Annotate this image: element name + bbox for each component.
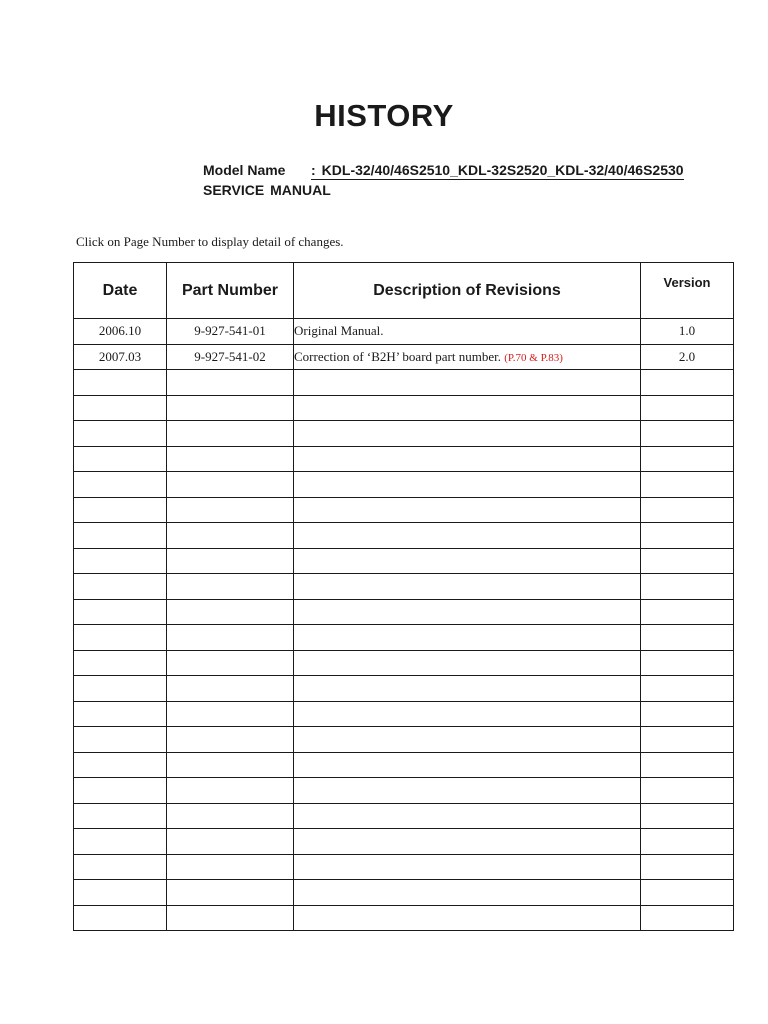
- row-date: [74, 548, 167, 574]
- table-row-empty: [74, 497, 734, 523]
- model-name-label: Model Name: [203, 162, 286, 178]
- row-date: [74, 701, 167, 727]
- row-date: 2006.10: [74, 319, 167, 345]
- row-version: [641, 854, 734, 880]
- row-description: [294, 497, 641, 523]
- model-name-value: KDL-32/40/46S2510_KDL-32S2520_KDL-32/40/46S2530: [321, 162, 684, 178]
- row-date: [74, 599, 167, 625]
- row-part-number: [167, 650, 294, 676]
- table-row: [74, 319, 734, 345]
- table-row-empty: [74, 727, 734, 753]
- row-date: [74, 854, 167, 880]
- row-description: [294, 905, 641, 931]
- row-part-number: [167, 599, 294, 625]
- row-version: [641, 752, 734, 778]
- row-version: [641, 395, 734, 421]
- row-description: [294, 829, 641, 855]
- row-description: [294, 880, 641, 906]
- table-row-empty: [74, 650, 734, 676]
- row-date: [74, 523, 167, 549]
- row-version: [641, 370, 734, 396]
- row-description-text: Correction of ‘B2H’ board part number.: [294, 348, 501, 364]
- row-date: [74, 395, 167, 421]
- table-row-empty: [74, 446, 734, 472]
- row-description: [294, 676, 641, 702]
- row-description: [294, 395, 641, 421]
- row-part-number: [167, 548, 294, 574]
- model-info: [203, 162, 684, 198]
- row-version: [641, 778, 734, 804]
- row-date: [74, 676, 167, 702]
- row-date: [74, 370, 167, 396]
- row-version: [641, 574, 734, 600]
- row-part-number: [167, 727, 294, 753]
- page-title: HISTORY: [314, 98, 454, 133]
- row-part-number: [167, 625, 294, 651]
- row-version: [641, 523, 734, 549]
- row-part-number: [167, 778, 294, 804]
- row-description: [294, 548, 641, 574]
- row-version: [641, 472, 734, 498]
- row-version: [641, 446, 734, 472]
- row-description: [294, 574, 641, 600]
- model-name-colon: :: [311, 162, 316, 178]
- row-description: [294, 727, 641, 753]
- row-description: [294, 650, 641, 676]
- table-row-empty: [74, 880, 734, 906]
- row-version: [641, 880, 734, 906]
- row-date: [74, 497, 167, 523]
- row-part-number: [167, 854, 294, 880]
- header-date: Date: [74, 263, 167, 319]
- table-row-empty: [74, 854, 734, 880]
- header-description: Description of Revisions: [294, 263, 641, 319]
- row-version: [641, 650, 734, 676]
- row-part-number: 9-927-541-02: [167, 344, 294, 370]
- row-date: [74, 880, 167, 906]
- row-part-number: [167, 803, 294, 829]
- header-part-number: Part Number: [167, 263, 294, 319]
- row-part-number: [167, 880, 294, 906]
- row-date: 2007.03: [74, 344, 167, 370]
- row-part-number: [167, 472, 294, 498]
- table-row-empty: [74, 599, 734, 625]
- row-description-text: Original Manual.: [294, 323, 384, 339]
- model-name-line: [203, 162, 684, 180]
- row-version: [641, 625, 734, 651]
- row-description: [294, 523, 641, 549]
- row-description: [294, 803, 641, 829]
- page-ref-link[interactable]: (P.70 & P.83): [504, 351, 563, 364]
- row-part-number: [167, 497, 294, 523]
- row-version: [641, 599, 734, 625]
- row-description: [294, 778, 641, 804]
- row-date: [74, 574, 167, 600]
- row-date: [74, 650, 167, 676]
- row-version: [641, 905, 734, 931]
- row-description: [294, 854, 641, 880]
- row-version: 1.0: [641, 319, 734, 345]
- row-version: [641, 421, 734, 447]
- header-version: Version: [641, 263, 734, 319]
- row-date: [74, 905, 167, 931]
- table-row-empty: [74, 395, 734, 421]
- table-row: [74, 344, 734, 370]
- row-description: [294, 472, 641, 498]
- table-row-empty: [74, 523, 734, 549]
- row-part-number: [167, 829, 294, 855]
- table-row-empty: [74, 829, 734, 855]
- row-version: [641, 676, 734, 702]
- table-row-empty: [74, 778, 734, 804]
- row-version: [641, 803, 734, 829]
- row-part-number: 9-927-541-01: [167, 319, 294, 345]
- row-date: [74, 625, 167, 651]
- table-row-empty: [74, 905, 734, 931]
- row-part-number: [167, 370, 294, 396]
- row-part-number: [167, 752, 294, 778]
- row-date: [74, 778, 167, 804]
- header-row: [74, 263, 734, 319]
- row-date: [74, 421, 167, 447]
- row-part-number: [167, 523, 294, 549]
- table-row-empty: [74, 421, 734, 447]
- instruction-text: Click on Page Number to display detail of changes.: [76, 234, 344, 249]
- row-part-number: [167, 395, 294, 421]
- table-row-empty: [74, 625, 734, 651]
- row-description: [294, 625, 641, 651]
- row-version: [641, 727, 734, 753]
- table-row-empty: [74, 548, 734, 574]
- row-part-number: [167, 421, 294, 447]
- row-version: 2.0: [641, 344, 734, 370]
- row-part-number: [167, 905, 294, 931]
- row-date: [74, 752, 167, 778]
- history-table-body: [74, 319, 734, 931]
- manual-type: SERVICE MANUAL: [203, 182, 331, 198]
- history-table: [73, 262, 734, 931]
- table-row-empty: [74, 701, 734, 727]
- row-date: [74, 727, 167, 753]
- row-part-number: [167, 446, 294, 472]
- row-description: [294, 370, 641, 396]
- row-description: [294, 446, 641, 472]
- row-date: [74, 803, 167, 829]
- row-part-number: [167, 676, 294, 702]
- row-part-number: [167, 574, 294, 600]
- row-description: [294, 421, 641, 447]
- row-date: [74, 829, 167, 855]
- row-description: [294, 752, 641, 778]
- row-description: [294, 599, 641, 625]
- row-part-number: [167, 701, 294, 727]
- row-date: [74, 446, 167, 472]
- table-row-empty: [74, 803, 734, 829]
- row-version: [641, 548, 734, 574]
- table-row-empty: [74, 676, 734, 702]
- row-description: [294, 344, 641, 370]
- row-version: [641, 701, 734, 727]
- table-row-empty: [74, 472, 734, 498]
- table-row-empty: [74, 574, 734, 600]
- table-row-empty: [74, 752, 734, 778]
- model-name-value-wrap: [311, 162, 684, 180]
- table-row-empty: [74, 370, 734, 396]
- row-date: [74, 472, 167, 498]
- row-description: [294, 701, 641, 727]
- row-version: [641, 497, 734, 523]
- row-description: [294, 319, 641, 345]
- row-version: [641, 829, 734, 855]
